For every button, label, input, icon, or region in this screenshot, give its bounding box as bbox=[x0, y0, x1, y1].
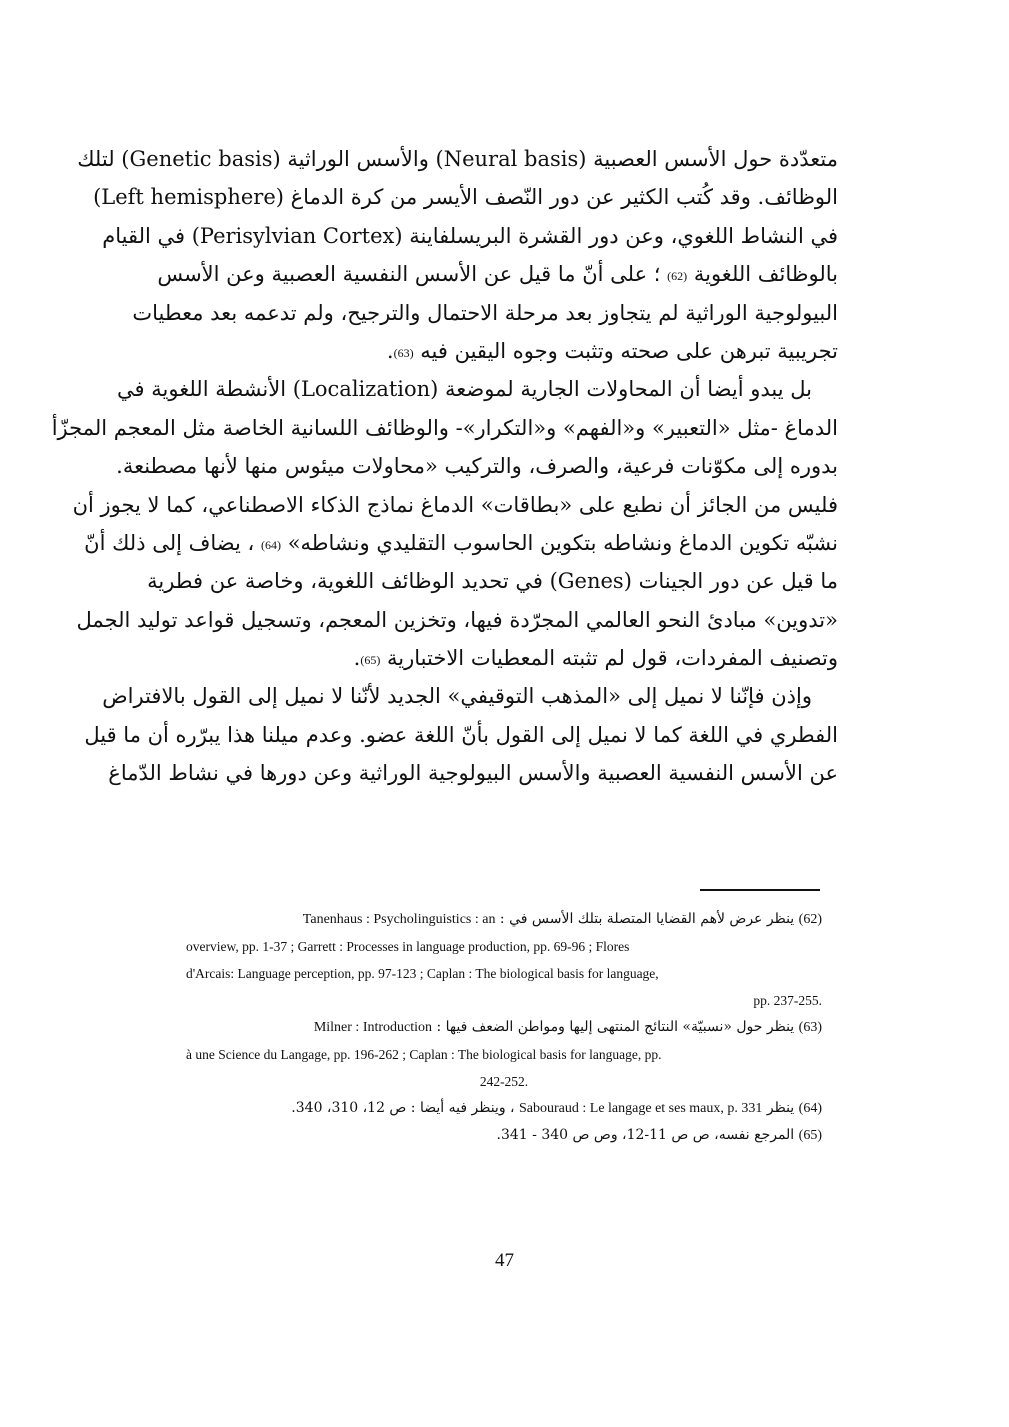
footnote-number: (65) bbox=[798, 1128, 822, 1143]
text-segment: وتصنيف المفردات، قول لم تثبته المعطيات الاختبارية bbox=[387, 646, 838, 671]
footnote-ref-62[interactable]: (62) bbox=[667, 269, 688, 284]
footnote-text: Tanenhaus : Psycholinguistics : an bbox=[302, 912, 496, 927]
footnote-64 bbox=[186, 1095, 822, 1122]
main-text bbox=[51, 140, 838, 793]
footnote-63 bbox=[186, 1014, 822, 1095]
footnote-line: à une Science du Langage, pp. 196-262 ; Caplan : The biological basis for language, pp. bbox=[186, 1047, 662, 1062]
footnote-line bbox=[186, 1095, 822, 1122]
text-line bbox=[84, 524, 838, 562]
footnote-65 bbox=[186, 1122, 822, 1149]
footnote-line: d'Arcais: Language perception, pp. 97-123 ; Caplan : The biological basis for language, bbox=[186, 966, 659, 981]
text-line bbox=[157, 255, 838, 293]
footnote-line bbox=[186, 1122, 822, 1149]
text-segment: بالوظائف اللغوية bbox=[693, 262, 838, 287]
text-segment: . bbox=[386, 338, 394, 363]
text-line: بدوره إلى مكوّنات فرعية، والصرف، والتركيب «محاولات ميئوس منها لأنها مصطنعة. bbox=[116, 454, 838, 479]
footnote-text: ينظر حول «نسبيّة» النتائج المنتهى إليها ومواطن الضعف فيها : bbox=[436, 1019, 795, 1035]
footnote-text: ، وينظر فيه أيضا : ص 12، 310، 340. bbox=[291, 1100, 515, 1116]
footnote-text: ينظر عرض لأهم القضايا المتصلة بتلك الأسس في : bbox=[499, 911, 795, 927]
footnote-text: Sabouraud : Le langage et ses maux, p. 331 bbox=[519, 1101, 763, 1116]
text-line: عن الأسس النفسية العصبية والأسس البيولوجية الوراثية وعن دورها في نشاط الدّماغ bbox=[108, 761, 838, 786]
text-line: فليس من الجائز أن نطبع على «بطاقات» الدماغ نماذج الذكاء الاصطناعي، كما لا يجوز أن bbox=[72, 492, 838, 517]
footnote-number: (64) bbox=[798, 1101, 822, 1116]
footnotes bbox=[186, 906, 822, 1149]
text-line bbox=[186, 332, 838, 370]
footnote-line bbox=[186, 1014, 822, 1041]
text-line: بل يبدو أيضا أن المحاولات الجارية لموضعة (Localization) الأنشطة اللغوية في bbox=[117, 377, 812, 402]
text-line: متعدّدة حول الأسس العصبية (Neural basis) والأسس الوراثية (Genetic basis) لتلك bbox=[77, 147, 838, 171]
footnote-divider bbox=[700, 889, 820, 891]
page-number: 47 bbox=[495, 1250, 514, 1271]
text-line: الوظائف. وقد كُتب الكثير عن دور النّصف الأيسر من كرة الدماغ (Left hemisphere) bbox=[93, 185, 838, 210]
text-line: «تدوين» مبادئ النحو العالمي المجرّدة فيها، وتخزين المعجم، وتسجيل قواعد توليد الجمل bbox=[76, 607, 838, 632]
footnote-62 bbox=[186, 906, 822, 1014]
footnote-ref-65[interactable]: (65) bbox=[360, 653, 381, 668]
text-line: وإذن فإنّنا لا نميل إلى «المذهب التوقيفي» الجديد لأنّنا لا نميل إلى القول بالافتراض bbox=[102, 684, 812, 709]
text-segment: ، يضاف إلى ذلك أنّ bbox=[84, 530, 255, 555]
text-segment: تجريبية تبرهن على صحته وتثبت وجوه اليقين فيه bbox=[420, 338, 838, 363]
footnote-line: 242-252. bbox=[479, 1074, 529, 1089]
text-line: في النشاط اللغوي، وعن دور القشرة البريسلفاينة (Perisylvian Cortex) في القيام bbox=[102, 223, 838, 248]
footnote-text: المرجع نفسه، ص ص 11-12، وص ص 340 - 341. bbox=[496, 1127, 795, 1143]
text-segment: ؛ على أنّ ما قيل عن الأسس النفسية العصبية وعن الأسس bbox=[157, 262, 661, 287]
footnote-line bbox=[186, 906, 822, 933]
footnote-number: (63) bbox=[798, 1020, 822, 1035]
text-segment: نشبّه تكوين الدماغ ونشاطه بتكوين الحاسوب التقليدي ونشاطه» bbox=[287, 530, 838, 555]
text-line bbox=[186, 639, 838, 677]
text-line: البيولوجية الوراثية لم يتجاوز بعد مرحلة الاحتمال والترجيح، ولم تدعمه بعد معطيات bbox=[132, 300, 838, 325]
text-line: ما قيل عن دور الجينات (Genes) في تحديد الوظائف اللغوية، وخاصة عن فطرية bbox=[147, 569, 838, 594]
text-line: الفطري في اللغة كما لا نميل إلى القول بأنّ اللغة عضو. وعدم ميلنا هذا يبرّره أن ما قيل bbox=[84, 722, 838, 747]
footnote-ref-63[interactable]: (63) bbox=[393, 345, 414, 360]
footnote-ref-64[interactable]: (64) bbox=[261, 537, 282, 552]
footnote-text: Milner : Introduction bbox=[313, 1020, 433, 1035]
text-segment: . bbox=[353, 646, 361, 671]
footnote-text: ينظر bbox=[766, 1100, 795, 1116]
footnote-line: pp. 237-255. bbox=[753, 993, 822, 1008]
text-line: الدماغ -مثل «التعبير» و«الفهم» و«التكرار»- والوظائف اللسانية الخاصة مثل المعجم المجزّأ bbox=[51, 415, 838, 440]
footnote-number: (62) bbox=[798, 912, 822, 927]
footnote-line: overview, pp. 1-37 ; Garrett : Processes in language production, pp. 69-96 ; Flores bbox=[186, 939, 630, 954]
